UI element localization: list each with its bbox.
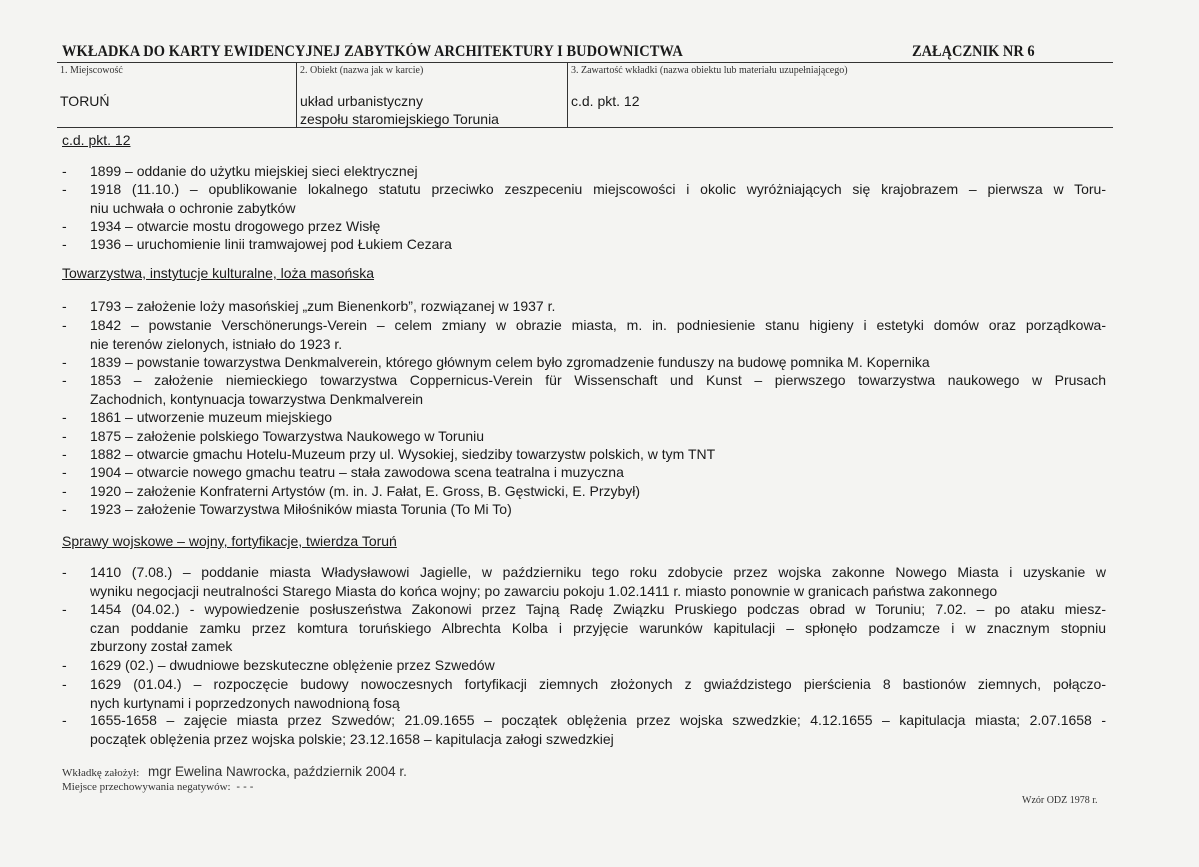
- list-item: [62, 371, 1106, 408]
- bullet-dash: -: [62, 181, 67, 197]
- list-item: [62, 316, 1106, 353]
- bullet-dash: -: [62, 163, 67, 179]
- table-top-border: [57, 62, 1113, 63]
- item-line: 1934 – otwarcie mostu drogowego przez Wisłę: [90, 218, 381, 234]
- bullet-dash: -: [62, 564, 67, 580]
- object-value-line1: układ urbanistyczny: [300, 93, 423, 109]
- list-item: [62, 600, 1106, 656]
- item-line: Zachodnich, kontynuacja towarzystwa Denkmalverein: [90, 390, 424, 407]
- list-item: [62, 675, 1106, 712]
- content-value: c.d. pkt. 12: [571, 93, 640, 109]
- bullet-dash: -: [62, 236, 67, 252]
- object-value-line2: zespołu staromiejskiego Torunia: [300, 111, 499, 127]
- bullet-dash: -: [62, 298, 67, 314]
- bullet-dash: -: [62, 354, 67, 370]
- item-line: 1655-1658 – zajęcie miasta przez Szwedów; 21.09.1655 – początek oblężenia przez wojska szwedzkie; 4.12.1655 – kapitulacja miasta; 2.07.1658 -: [90, 712, 1106, 728]
- list-item: [62, 445, 1106, 464]
- item-line: 1918 (11.10.) – opublikowanie lokalnego statutu przeciwko zeszpeceniu miejscowości i okolic wyróżniających się krajobrazem – pierwsza w Toru-: [90, 181, 1106, 197]
- bullet-dash: -: [62, 464, 67, 480]
- item-line: 1842 – powstanie Verschönerungs-Verein – celem zmiany w obrazie miasta, m. in. podniesienie stanu higieny i estetyki domów oraz porządkowa-: [90, 317, 1106, 333]
- author-value: mgr Ewelina Nawrocka, październik 2004 r.: [148, 764, 407, 779]
- bullet-dash: -: [62, 317, 67, 333]
- list-item: [62, 482, 1106, 501]
- item-line: 1904 – otwarcie nowego gmachu teatru – stała zawodowa scena teatralna i muzyczna: [90, 464, 624, 480]
- item-line: 1793 – założenie loży masońskiej „zum Bienenkorb”, rozwiązanej w 1937 r.: [90, 298, 556, 314]
- item-line: 1629 (01.04.) – rozpoczęcie budowy nowoczesnych fortyfikacji ziemnych złożonych z gwiaździstego pierścienia 8 bastionów ziemnych, połączo-: [90, 676, 1106, 692]
- list-item: [62, 500, 1106, 519]
- form-model: Wzór ODZ 1978 r.: [1022, 795, 1098, 806]
- continuation-heading: c.d. pkt. 12: [62, 132, 131, 148]
- item-line: 1875 – założenie polskiego Towarzystwa Naukowego w Toruniu: [90, 428, 485, 444]
- item-line: czan poddanie zamku przez komtura toruńskiego Albrechta Kolba i przyjęcie warunków kapitulacji – spłonęło podzamcze i w znacznym stopniu: [90, 619, 1106, 636]
- list-item: [62, 656, 1106, 675]
- list-item: [62, 235, 1106, 254]
- bullet-dash: -: [62, 601, 67, 617]
- section-heading: Sprawy wojskowe – wojny, fortyfikacje, twierdza Toruń: [62, 533, 397, 549]
- item-line: 1853 – założenie niemieckiego towarzystwa Coppernicus-Verein für Wissenschaft und Kunst – pierwszego towarzystwa naukowego w Prusach: [90, 372, 1106, 388]
- item-line: nie terenów zielonych, istniało do 1923 r.: [90, 335, 343, 352]
- content-label: 3. Zawartość wkładki (nazwa obiektu lub materiału uzupełniającego): [571, 65, 848, 76]
- list-item: [62, 217, 1106, 236]
- item-line: 1454 (04.02.) - wypowiedzenie posłuszeństwa Zakonowi przez Tajną Radę Związku Pruskiego podczas obrad w Toruniu; 7.02. – po ataku miesz-: [90, 601, 1106, 617]
- list-item: [62, 563, 1106, 600]
- list-item: [62, 353, 1106, 372]
- column-divider: [567, 62, 568, 127]
- document-title: WKŁADKA DO KARTY EWIDENCYJNEJ ZABYTKÓW ARCHITEKTURY I BUDOWNICTWA: [62, 43, 683, 60]
- item-line: 1861 – utworzenie muzeum miejskiego: [90, 409, 333, 425]
- object-label: 2. Obiekt (nazwa jak w karcie): [300, 65, 424, 76]
- bullet-dash: -: [62, 483, 67, 499]
- bullet-dash: -: [62, 409, 67, 425]
- item-line: zburzony został zamek: [90, 638, 233, 654]
- list-item: [62, 463, 1106, 482]
- bullet-dash: -: [62, 218, 67, 234]
- column-divider: [296, 62, 297, 127]
- negatives-label: Miejsce przechowywania negatywów:: [62, 781, 231, 793]
- section-heading: Towarzystwa, instytucje kulturalne, loża masońska: [62, 265, 375, 281]
- list-item: [62, 162, 1106, 181]
- item-line: niu uchwała o ochronie zabytków: [90, 199, 296, 216]
- bullet-dash: -: [62, 501, 67, 517]
- item-line: początek oblężenia przez wojska polskie; 23.12.1658 – kapitulacja załogi szwedzkiej: [90, 730, 614, 747]
- list-item: [62, 297, 1106, 316]
- item-line: 1629 (02.) – dwudniowe bezskuteczne oblężenie przez Szwedów: [90, 657, 495, 673]
- annex-number: ZAŁĄCZNIK NR 6: [912, 43, 1035, 60]
- locality-value: TORUŃ: [60, 93, 110, 109]
- list-item: [62, 180, 1106, 217]
- item-line: 1923 – założenie Towarzystwa Miłośników miasta Torunia (To Mi To): [90, 501, 512, 517]
- item-line: 1410 (7.08.) – poddanie miasta Władysławowi Jagielle, w październiku tego roku zdobycie przez wojska zakonne Nowego Miasta i uzyskanie w: [90, 564, 1106, 580]
- bullet-dash: -: [62, 372, 67, 388]
- table-bottom-border: [57, 127, 1113, 128]
- item-line: 1839 – powstanie towarzystwa Denkmalverein, którego głównym celem było zgromadzenie funduszy na budowę pomnika M. Kopernika: [90, 354, 930, 370]
- bullet-dash: -: [62, 676, 67, 692]
- item-line: 1936 – uruchomienie linii tramwajowej pod Łukiem Cezara: [90, 236, 452, 252]
- item-line: wyniku negocjacji neutralności Starego Miasta do końca wojny; po zawarciu pokoju 1.02.1411 r. miasto ponownie w granicach państwa zakonnego: [90, 582, 998, 599]
- author-label: Wkładkę założył:: [62, 767, 140, 779]
- locality-label: 1. Miejscowość: [60, 65, 123, 76]
- list-item: [62, 711, 1106, 748]
- negatives-line: [62, 781, 253, 793]
- bullet-dash: -: [62, 446, 67, 462]
- negatives-value: - - -: [236, 781, 254, 793]
- author-line: [62, 764, 407, 779]
- list-item: [62, 408, 1106, 427]
- item-line: 1920 – założenie Konfraterni Artystów (m. in. J. Fałat, E. Gross, B. Gęstwicki, E. Przybył): [90, 483, 641, 499]
- item-line: nych kurtynami i poprzedzonych nawodnioną fosą: [90, 694, 400, 711]
- list-item: [62, 427, 1106, 446]
- item-line: 1899 – oddanie do użytku miejskiej sieci elektrycznej: [90, 163, 418, 179]
- bullet-dash: -: [62, 657, 67, 673]
- bullet-dash: -: [62, 428, 67, 444]
- bullet-dash: -: [62, 712, 67, 728]
- item-line: 1882 – otwarcie gmachu Hotelu-Muzeum przy ul. Wysokiej, siedziby towarzystw polskich, w tym TNT: [90, 446, 716, 462]
